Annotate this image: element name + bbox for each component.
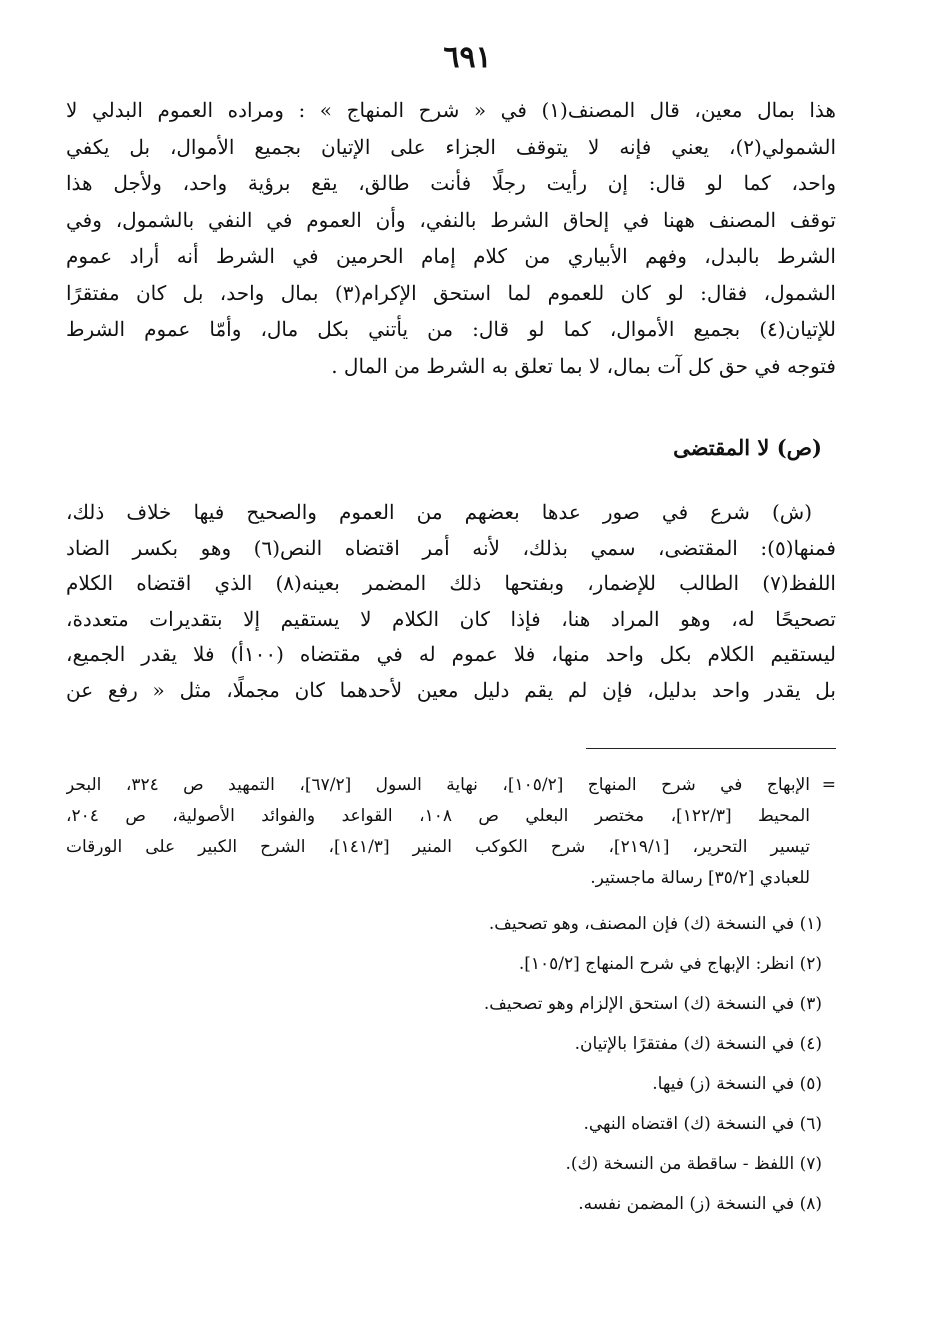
footnote-item: (٣) في النسخة (ك) استحق الإلزام وهو تصحيف. [483, 994, 822, 1014]
footnote-line: الإبهاج في شرح المنهاج [١٠٥/٢]، نهاية السول [٦٧/٢]، التمهيد ص ٣٢٤، البحر [66, 775, 810, 795]
footnote-list [66, 904, 836, 1224]
footnote-divider [586, 748, 836, 749]
paragraph-line: ليستقيم الكلام بكل واحد منها، فلا عموم له في مقتضاه (١٠٠أ) فلا يقدر الجميع، [66, 642, 836, 666]
continuation-marker: = [821, 775, 836, 795]
footnote-line: تيسير التحرير، [٢١٩/١]، شرح الكوكب المنير [١٤١/٣]، الشرح الكبير على الورقات [66, 837, 810, 857]
paragraph-line: هذا بمال معين، قال المصنف(١) في « شرح المنهاج » : ومراده العموم البدلي لا [66, 98, 836, 122]
footnotes-section [66, 770, 836, 1224]
paragraph-line: (ش) شرع في صور عدها بعضهم من العموم والصحيح فيها خلاف ذلك، [66, 500, 812, 524]
continued-footnote [66, 770, 836, 894]
paragraph-line: واحد، كما لو قال: إن رأيت رجلًا فأنت طالق، يقع برؤية واحد، ولأجل هذا [66, 171, 836, 195]
footnote-item: (٢) انظر: الإبهاج في شرح المنهاج [١٠٥/٢]. [518, 954, 822, 974]
footnote-item: (٦) في النسخة (ك) اقتضاه النهي. [583, 1114, 822, 1134]
paragraph-line: توقف المصنف ههنا في إلحاق الشرط بالنفي، وأن العموم في النفي بالشمول، وفي [66, 207, 836, 232]
paragraph-line: فمنها(٥): المقتضى، سمي بذلك، لأنه أمر اقتضاه النص(٦) وهو بكسر الضاد [66, 535, 836, 560]
footnote-item: (١) في النسخة (ك) فإن المصنف، وهو تصحيف. [488, 914, 822, 934]
paragraph-line: بل يقدر واحد بدليل، فإن لم يقم دليل معين لأحدهما كان مجملًا، مثل « رفع عن [66, 677, 836, 702]
page-number: ٦٩١ [443, 40, 492, 75]
paragraph-line: الشمول، فقال: لو كان للعموم لما استحق الإكرام(٣) بمال واحد، بل كان مفتقرًا [66, 280, 836, 305]
paragraph-2 [66, 495, 836, 708]
footnote-item: (٥) في النسخة (ز) فيها. [652, 1074, 822, 1094]
paragraph-line: الشرط بالبدل، وفهم الأبياري من كلام إمام الحرمين في الشرط أنه أراد عموم [66, 244, 836, 268]
section-heading: (ص) لا المقتضى [673, 435, 822, 460]
paragraph-line: اللفظ(٧) الطالب للإضمار، وبفتحها ذلك المضمر بعينه(٨) الذي اقتضاه الكلام [66, 571, 836, 595]
paragraph-line: الشمولي(٢)، يعني فإنه لا يتوقف الجزاء على الإتيان بجميع الأموال، بل يكفي [66, 134, 836, 159]
paragraph-line: تصحيحًا له، وهو المراد هنا، فإذا كان الكلام لا يستقيم إلا بتقديرات متعددة، [66, 606, 836, 631]
footnote-item: (٧) اللفظ - ساقطة من النسخة (ك). [565, 1154, 822, 1174]
paragraph-line: فتوجه في حق كل آت بمال، لا بما تعلق به الشرط من المال . [331, 353, 836, 378]
footnote-item: (٨) في النسخة (ز) المضمن نفسه. [578, 1194, 822, 1214]
paragraph-line: للإتيان(٤) بجميع الأموال، كما لو قال: من يأتني بكل مال، وأمّا عموم الشرط [66, 317, 836, 341]
footnote-line: المحيط [١٢٢/٣]، مختصر البعلي ص ١٠٨، القواعد والفوائد الأصولية، ص ٢٠٤، [66, 806, 810, 826]
paragraph-1 [66, 92, 836, 384]
footnote-line: للعبادي [٣٥/٢] رسالة ماجستير. [590, 868, 810, 888]
footnote-item: (٤) في النسخة (ك) مفتقرًا بالإتيان. [574, 1034, 822, 1054]
